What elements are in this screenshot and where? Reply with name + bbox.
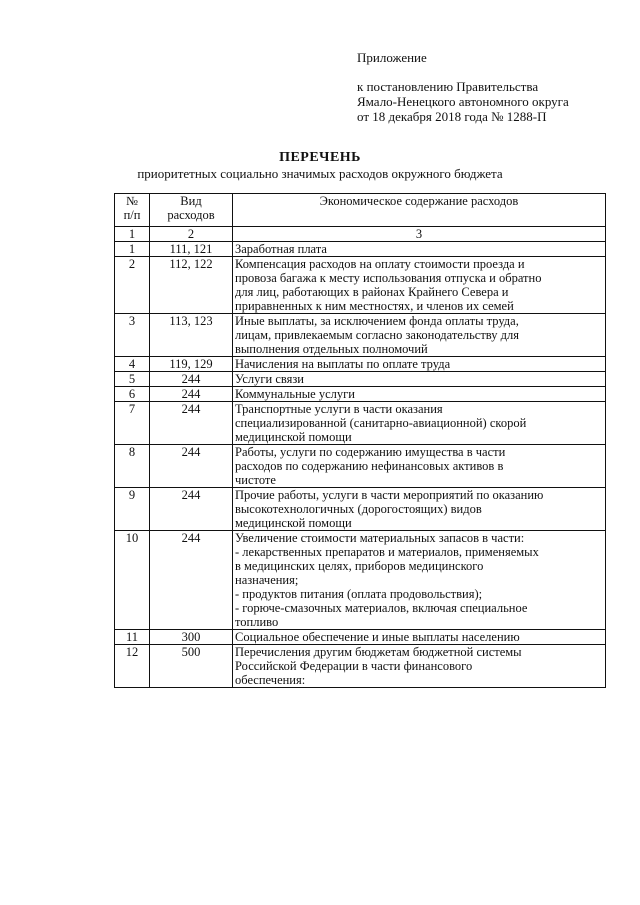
content-line: Перечисления другим бюджетам бюджетной системы bbox=[235, 645, 522, 659]
row-expense-type: 112, 122 bbox=[150, 257, 233, 314]
row-number: 9 bbox=[115, 488, 150, 531]
table-row bbox=[115, 645, 606, 688]
row-expense-type: 244 bbox=[150, 488, 233, 531]
content-line: топливо bbox=[235, 615, 279, 629]
row-content bbox=[233, 242, 606, 257]
row-content bbox=[233, 445, 606, 488]
row-number: 8 bbox=[115, 445, 150, 488]
table-row bbox=[115, 402, 606, 445]
row-number: 11 bbox=[115, 630, 150, 645]
row-expense-type: 244 bbox=[150, 402, 233, 445]
content-line: Заработная плата bbox=[235, 242, 327, 256]
table-row bbox=[115, 372, 606, 387]
row-number: 6 bbox=[115, 387, 150, 402]
table-row bbox=[115, 357, 606, 372]
annex-label: Приложение bbox=[357, 50, 427, 65]
content-line: медицинской помощи bbox=[235, 516, 352, 530]
row-content bbox=[233, 372, 606, 387]
content-line: чистоте bbox=[235, 473, 276, 487]
row-number: 7 bbox=[115, 402, 150, 445]
content-line: лицам, привлекаемым согласно законодательству для bbox=[235, 328, 519, 342]
row-number: 3 bbox=[115, 314, 150, 357]
row-content bbox=[233, 314, 606, 357]
column-number: 2 bbox=[150, 227, 233, 242]
header-number: № п/п bbox=[115, 194, 150, 227]
table-row bbox=[115, 314, 606, 357]
annex-date-number: от 18 декабря 2018 года № 1288-П bbox=[357, 109, 547, 124]
row-content bbox=[233, 257, 606, 314]
column-number: 1 bbox=[115, 227, 150, 242]
row-expense-type: 500 bbox=[150, 645, 233, 688]
content-line: Прочие работы, услуги в части мероприятий по оказанию bbox=[235, 488, 544, 502]
content-line: выполнения отдельных полномочий bbox=[235, 342, 428, 356]
row-content bbox=[233, 387, 606, 402]
content-line: специализированной (санитарно-авиационной) скорой bbox=[235, 416, 527, 430]
content-line: провоза багажа к месту использования отпуска и обратно bbox=[235, 271, 542, 285]
row-content bbox=[233, 630, 606, 645]
row-number: 1 bbox=[115, 242, 150, 257]
row-content bbox=[233, 531, 606, 630]
table-body bbox=[115, 242, 606, 688]
row-number: 2 bbox=[115, 257, 150, 314]
row-content bbox=[233, 488, 606, 531]
content-line: - лекарственных препаратов и материалов, применяемых bbox=[235, 545, 539, 559]
content-line: для лиц, работающих в районах Крайнего Севера и bbox=[235, 285, 509, 299]
content-line: Российской Федерации в части финансового bbox=[235, 659, 473, 673]
row-number: 10 bbox=[115, 531, 150, 630]
content-line: Услуги связи bbox=[235, 372, 304, 386]
expenses-table bbox=[114, 193, 606, 688]
annex-block bbox=[357, 50, 569, 124]
content-line: Социальное обеспечение и иные выплаты населению bbox=[235, 630, 520, 644]
table-header-row bbox=[115, 194, 606, 227]
row-content bbox=[233, 402, 606, 445]
content-line: Коммунальные услуги bbox=[235, 387, 355, 401]
header-content: Экономическое содержание расходов bbox=[233, 194, 606, 227]
annex-resolution: к постановлению Правительства bbox=[357, 79, 539, 94]
table-row bbox=[115, 630, 606, 645]
table-row bbox=[115, 488, 606, 531]
row-expense-type: 244 bbox=[150, 531, 233, 630]
content-line: Увеличение стоимости материальных запасов в части: bbox=[235, 531, 525, 545]
document-title: ПЕРЕЧЕНЬ bbox=[279, 150, 361, 165]
row-expense-type: 111, 121 bbox=[150, 242, 233, 257]
header-expense-type: Вид расходов bbox=[150, 194, 233, 227]
row-number: 5 bbox=[115, 372, 150, 387]
row-content bbox=[233, 645, 606, 688]
column-numbers-row bbox=[115, 227, 606, 242]
column-number: 3 bbox=[233, 227, 606, 242]
content-line: Начисления на выплаты по оплате труда bbox=[235, 357, 451, 371]
content-line: медицинской помощи bbox=[235, 430, 352, 444]
document-subtitle: приоритетных социально значимых расходов окружного бюджета bbox=[137, 166, 503, 181]
content-line: - продуктов питания (оплата продовольствия); bbox=[235, 587, 483, 601]
content-line: Компенсация расходов на оплату стоимости проезда и bbox=[235, 257, 525, 271]
annex-region: Ямало-Ненецкого автономного округа bbox=[357, 94, 569, 109]
table-row bbox=[115, 445, 606, 488]
row-number: 12 bbox=[115, 645, 150, 688]
row-expense-type: 244 bbox=[150, 387, 233, 402]
content-line: расходов по содержанию нефинансовых активов в bbox=[235, 459, 504, 473]
content-line: Транспортные услуги в части оказания bbox=[235, 402, 443, 416]
row-expense-type: 119, 129 bbox=[150, 357, 233, 372]
content-line: Работы, услуги по содержанию имущества в части bbox=[235, 445, 506, 459]
content-line: приравненных к ним местностях, и членов их семей bbox=[235, 299, 514, 313]
content-line: Иные выплаты, за исключением фонда оплаты труда, bbox=[235, 314, 519, 328]
table-row bbox=[115, 257, 606, 314]
row-number: 4 bbox=[115, 357, 150, 372]
table-row bbox=[115, 242, 606, 257]
row-expense-type: 244 bbox=[150, 372, 233, 387]
table-row bbox=[115, 387, 606, 402]
row-expense-type: 113, 123 bbox=[150, 314, 233, 357]
row-expense-type: 244 bbox=[150, 445, 233, 488]
row-expense-type: 300 bbox=[150, 630, 233, 645]
content-line: - горюче-смазочных материалов, включая специальное bbox=[235, 601, 528, 615]
content-line: назначения; bbox=[235, 573, 299, 587]
table-row bbox=[115, 531, 606, 630]
row-content bbox=[233, 357, 606, 372]
content-line: обеспечения: bbox=[235, 673, 306, 687]
content-line: высокотехнологичных (дорогостоящих) видов bbox=[235, 502, 482, 516]
content-line: в медицинских целях, приборов медицинского bbox=[235, 559, 484, 573]
